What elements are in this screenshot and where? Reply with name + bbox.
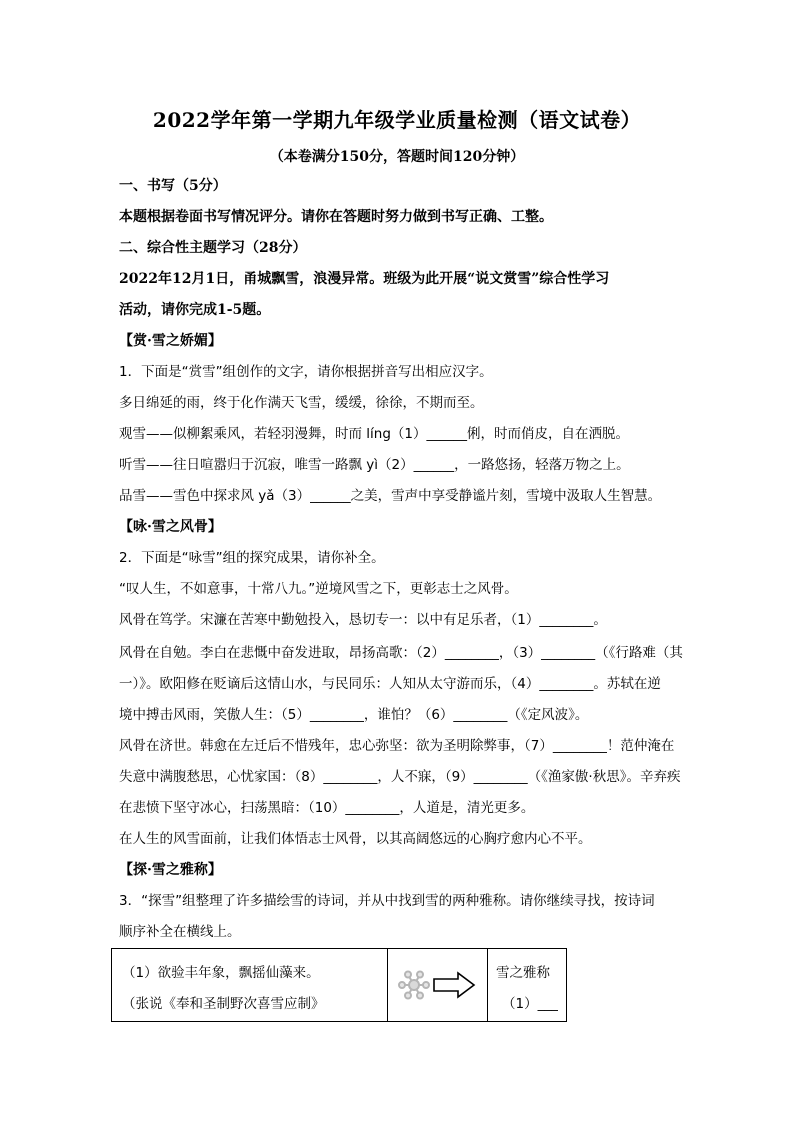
question-2-world-line-1: 风骨在济世。韩愈在左迁后不惜残年，忠心弥坚：欲为圣明除弊事，（7）________！范仲淹在 — [119, 738, 675, 754]
question-2-world-line-3: 在悲愤下坚守冰心，扫荡黑暗：（10）________，人道是，清光更多。 — [119, 800, 535, 816]
question-3-prompt-line-2: 顺序补全在横线上。 — [119, 924, 241, 940]
question-1-prompt: 1．下面是“赏雪”组创作的文字，请你根据拼音写出相应汉字。 — [119, 364, 493, 380]
question-1-item-listen: 听雪——往日喧嚣归于沉寂，唯雪一路飘 yì（2）______，一路悠扬，轻落万物之上。 — [119, 457, 630, 473]
question-3-prompt-line-1: 3．“探雪”组整理了许多描绘雪的诗词，并从中找到雪的两种雅称。请你继续寻找，按诗词 — [119, 893, 655, 909]
question-1-intro: 多日绵延的雨，终于化作满天飞雪，缓缓，徐徐，不期而至。 — [119, 395, 484, 411]
poem-cell — [112, 949, 388, 1021]
answer-blank[interactable]: （1）___ — [502, 996, 558, 1012]
section-heading-writing: 一、书写（5分） — [119, 178, 227, 194]
activity-intro-line-1: 2022年12月1日，甬城飘雪，浪漫异常。班级为此开展“说文赏雪”综合性学习 — [119, 271, 610, 287]
answer-cell — [488, 949, 566, 1021]
question-2-conclusion: 在人生的风雪面前，让我们体悟志士风骨，以其高阔悠远的心胸疗愈内心不平。 — [119, 831, 592, 847]
question-2-world-line-2: 失意中满腹愁思，心忧家国：（8）________，人不寐，（9）________（《渔家傲·秋思》。辛弃疾 — [119, 769, 681, 785]
right-arrow-icon — [434, 973, 474, 997]
question-1-item-taste: 品雪——雪色中探求风 yǎ（3）______之美，雪声中享受静谧片刻，雪境中汲取人生智慧。 — [119, 488, 662, 504]
writing-instruction: 本题根据卷面书写情况评分。请你在答题时努力做到书写正确、工整。 — [119, 209, 553, 225]
section-heading-integrated: 二、综合性主题学习（28分） — [119, 240, 307, 256]
question-2-prompt: 2．下面是“咏雪”组的探究成果，请你补全。 — [119, 550, 385, 566]
answer-header: 雪之雅称 — [496, 965, 550, 981]
question-2-study: 风骨在笃学。宋濂在苦寒中勤勉投入，恳切专一：以中有足乐者，（1）________。 — [119, 612, 607, 628]
subsection-heading-ode: 【咏·雪之风骨】 — [119, 519, 222, 535]
question-2-encourage-line-2: 一）》。欧阳修在贬谪后这情山水，与民同乐：人知从太守游而乐，（4）________。苏轼在逆 — [119, 676, 661, 692]
poem-line: （1）欲验丰年象，飘摇仙藻来。 — [122, 965, 320, 981]
question-2-encourage-line-3: 境中搏击风雨，笑傲人生：（5）________，谁怕？（6）________（《定风波》。 — [119, 707, 589, 723]
snowflake-arrow-graphic — [388, 949, 488, 1021]
poem-source: （张说《奉和圣制野次喜雪应制》 — [122, 996, 325, 1012]
arrow-cell — [388, 949, 488, 1021]
question-1-item-watch: 观雪——似柳絮乘风，若轻羽漫舞，时而 líng（1）______俐，时而俏皮，自在洒脱。 — [119, 426, 630, 442]
subsection-heading-appreciate: 【赏·雪之娇媚】 — [119, 333, 222, 349]
page-subtitle: （本卷满分150分，答题时间120分钟） — [269, 149, 525, 165]
question-3-table — [111, 948, 567, 1022]
subsection-heading-explore: 【探·雪之雅称】 — [119, 862, 222, 878]
page-title: 2022学年第一学期九年级学业质量检测（语文试卷） — [152, 108, 642, 132]
snowflake-icon — [399, 972, 429, 999]
activity-intro-line-2: 活动，请你完成1-5题。 — [119, 302, 271, 318]
question-2-quote: “叹人生，不如意事，十常八九。”逆境风雪之下，更彰志士之风骨。 — [119, 581, 518, 597]
question-2-encourage-line-1: 风骨在自勉。李白在悲慨中奋发进取，昂扬高歌：（2）________，（3）________（《行路难（其 — [119, 645, 683, 661]
